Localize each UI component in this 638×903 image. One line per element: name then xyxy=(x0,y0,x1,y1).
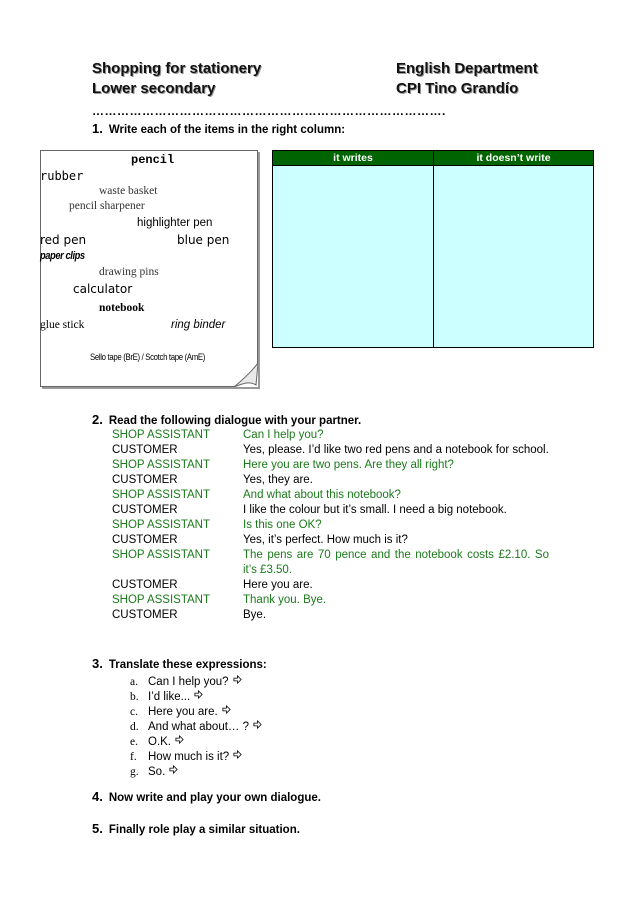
hollow-right-arrow-icon xyxy=(233,675,242,684)
hollow-right-arrow-icon xyxy=(233,750,242,759)
line-text: Thank you. Bye. xyxy=(243,594,327,606)
list-item xyxy=(130,705,262,720)
dialogue-line xyxy=(112,608,549,623)
word-drawing-pins: drawing pins xyxy=(99,266,159,278)
word-pencil: pencil xyxy=(131,153,175,167)
it-writes-answer-cell[interactable] xyxy=(273,166,434,348)
section-3-heading xyxy=(92,656,267,671)
item-text: And what about… ? xyxy=(148,721,250,733)
list-item xyxy=(130,675,262,690)
speaker: CUSTOMER xyxy=(112,504,178,516)
line-text: Here you are two pens. Are they all right? xyxy=(243,459,454,471)
dialogue-line xyxy=(112,443,549,458)
speaker: SHOP ASSISTANT xyxy=(112,549,210,561)
sorting-table xyxy=(272,150,594,348)
line-text: Is this one OK? xyxy=(243,519,322,531)
word-pencil-sharpener: pencil sharpener xyxy=(69,200,145,212)
section-5-heading xyxy=(92,821,300,836)
it-doesnt-write-answer-cell[interactable] xyxy=(434,166,594,348)
word-paper-clips: paper clips xyxy=(40,250,85,262)
line-text: Here you are. xyxy=(243,579,313,591)
section-number: 1. xyxy=(92,121,103,136)
school-name: CPI Tino Grandío xyxy=(396,80,519,97)
section-1-heading xyxy=(92,121,345,136)
dialogue-line xyxy=(112,428,549,443)
item-letter: e. xyxy=(130,736,138,748)
line-text: I like the colour but it’s small. I need a big notebook. xyxy=(243,504,507,516)
word-sello-tape: Sello tape (BrE) / Scotch tape (AmE) xyxy=(90,352,206,363)
dialogue-line xyxy=(112,548,549,578)
word-waste-basket: waste basket xyxy=(99,185,158,197)
speaker: SHOP ASSISTANT xyxy=(112,519,210,531)
hollow-right-arrow-icon xyxy=(253,720,262,729)
column-it-doesnt-write: it doesn’t write xyxy=(434,151,594,166)
speaker: CUSTOMER xyxy=(112,534,178,546)
word-highlighter-pen: highlighter pen xyxy=(137,217,213,229)
expression-list xyxy=(130,675,262,780)
hollow-right-arrow-icon xyxy=(169,765,178,774)
section-instruction: Read the following dialogue with your partner. xyxy=(108,415,362,427)
item-text: O.K. xyxy=(148,736,172,748)
section-number: 3. xyxy=(92,656,103,671)
item-text: Can I help you? xyxy=(148,676,229,688)
dialogue-line xyxy=(112,593,549,608)
word-ring-binder: ring binder xyxy=(171,319,226,331)
item-text: So. xyxy=(148,766,166,778)
item-text: Here you are. xyxy=(148,706,218,718)
line-text: Yes, it’s perfect. How much is it? xyxy=(243,534,408,546)
dialogue-line xyxy=(112,458,549,473)
dialogue-line xyxy=(112,488,549,503)
dialogue-line xyxy=(112,518,549,533)
list-item xyxy=(130,765,262,780)
list-item xyxy=(130,750,262,765)
item-letter: b. xyxy=(130,691,139,703)
speaker: SHOP ASSISTANT xyxy=(112,459,210,471)
word-rubber: rubber xyxy=(40,169,84,183)
speaker: CUSTOMER xyxy=(112,474,178,486)
list-item xyxy=(130,720,262,735)
dialogue xyxy=(112,428,549,623)
item-letter: g. xyxy=(130,766,139,778)
line-text: Bye. xyxy=(243,609,267,621)
worksheet-level: Lower secondary xyxy=(92,80,216,97)
speaker: SHOP ASSISTANT xyxy=(112,489,210,501)
section-number: 5. xyxy=(92,821,103,836)
line-text: Yes, please. I’d like two red pens and a notebook for school. xyxy=(243,444,549,456)
line-text: Yes, they are. xyxy=(243,474,313,486)
section-4-heading xyxy=(92,789,321,804)
dialogue-line xyxy=(112,473,549,488)
item-text: How much is it? xyxy=(148,751,230,763)
section-instruction: Finally role play a similar situation. xyxy=(108,824,300,836)
word-blue-pen: blue pen xyxy=(177,233,230,247)
word-red-pen: red pen xyxy=(40,233,87,247)
hollow-right-arrow-icon xyxy=(194,690,203,699)
item-letter: c. xyxy=(130,706,138,718)
dialogue-line xyxy=(112,578,549,593)
speaker: CUSTOMER xyxy=(112,609,178,621)
department-name: English Department xyxy=(396,60,538,77)
section-instruction: Translate these expressions: xyxy=(108,659,267,671)
dialogue-line xyxy=(112,533,549,548)
item-letter: f. xyxy=(130,751,137,763)
section-instruction: Now write and play your own dialogue. xyxy=(108,792,321,804)
speaker: SHOP ASSISTANT xyxy=(112,594,210,606)
section-instruction: Write each of the items in the right column: xyxy=(108,124,346,136)
word-calculator: calculator xyxy=(73,282,133,296)
speaker: CUSTOMER xyxy=(112,444,178,456)
word-glue-stick: glue stick xyxy=(40,319,85,331)
speaker: SHOP ASSISTANT xyxy=(112,429,210,441)
item-text: I’d like... xyxy=(148,691,191,703)
dotted-separator: …………………………………………………………………………. xyxy=(92,104,446,118)
item-letter: a. xyxy=(130,676,138,688)
line-text: The pens are 70 pence and the notebook costs £2.10. So it’s £3.50. xyxy=(243,549,549,576)
hollow-right-arrow-icon xyxy=(175,735,184,744)
hollow-right-arrow-icon xyxy=(222,705,231,714)
list-item xyxy=(130,690,262,705)
worksheet-title: Shopping for stationery xyxy=(92,60,262,77)
line-text: Can I help you? xyxy=(243,429,324,441)
section-number: 4. xyxy=(92,789,103,804)
line-text: And what about this notebook? xyxy=(243,489,401,501)
dialogue-line xyxy=(112,503,549,518)
item-letter: d. xyxy=(130,721,139,733)
word-notebook: notebook xyxy=(99,302,145,314)
list-item xyxy=(130,735,262,750)
section-2-heading xyxy=(92,412,361,427)
speaker: CUSTOMER xyxy=(112,579,178,591)
section-number: 2. xyxy=(92,412,103,427)
word-box xyxy=(40,150,258,387)
column-it-writes: it writes xyxy=(273,151,434,166)
page-curl-icon xyxy=(234,363,258,387)
